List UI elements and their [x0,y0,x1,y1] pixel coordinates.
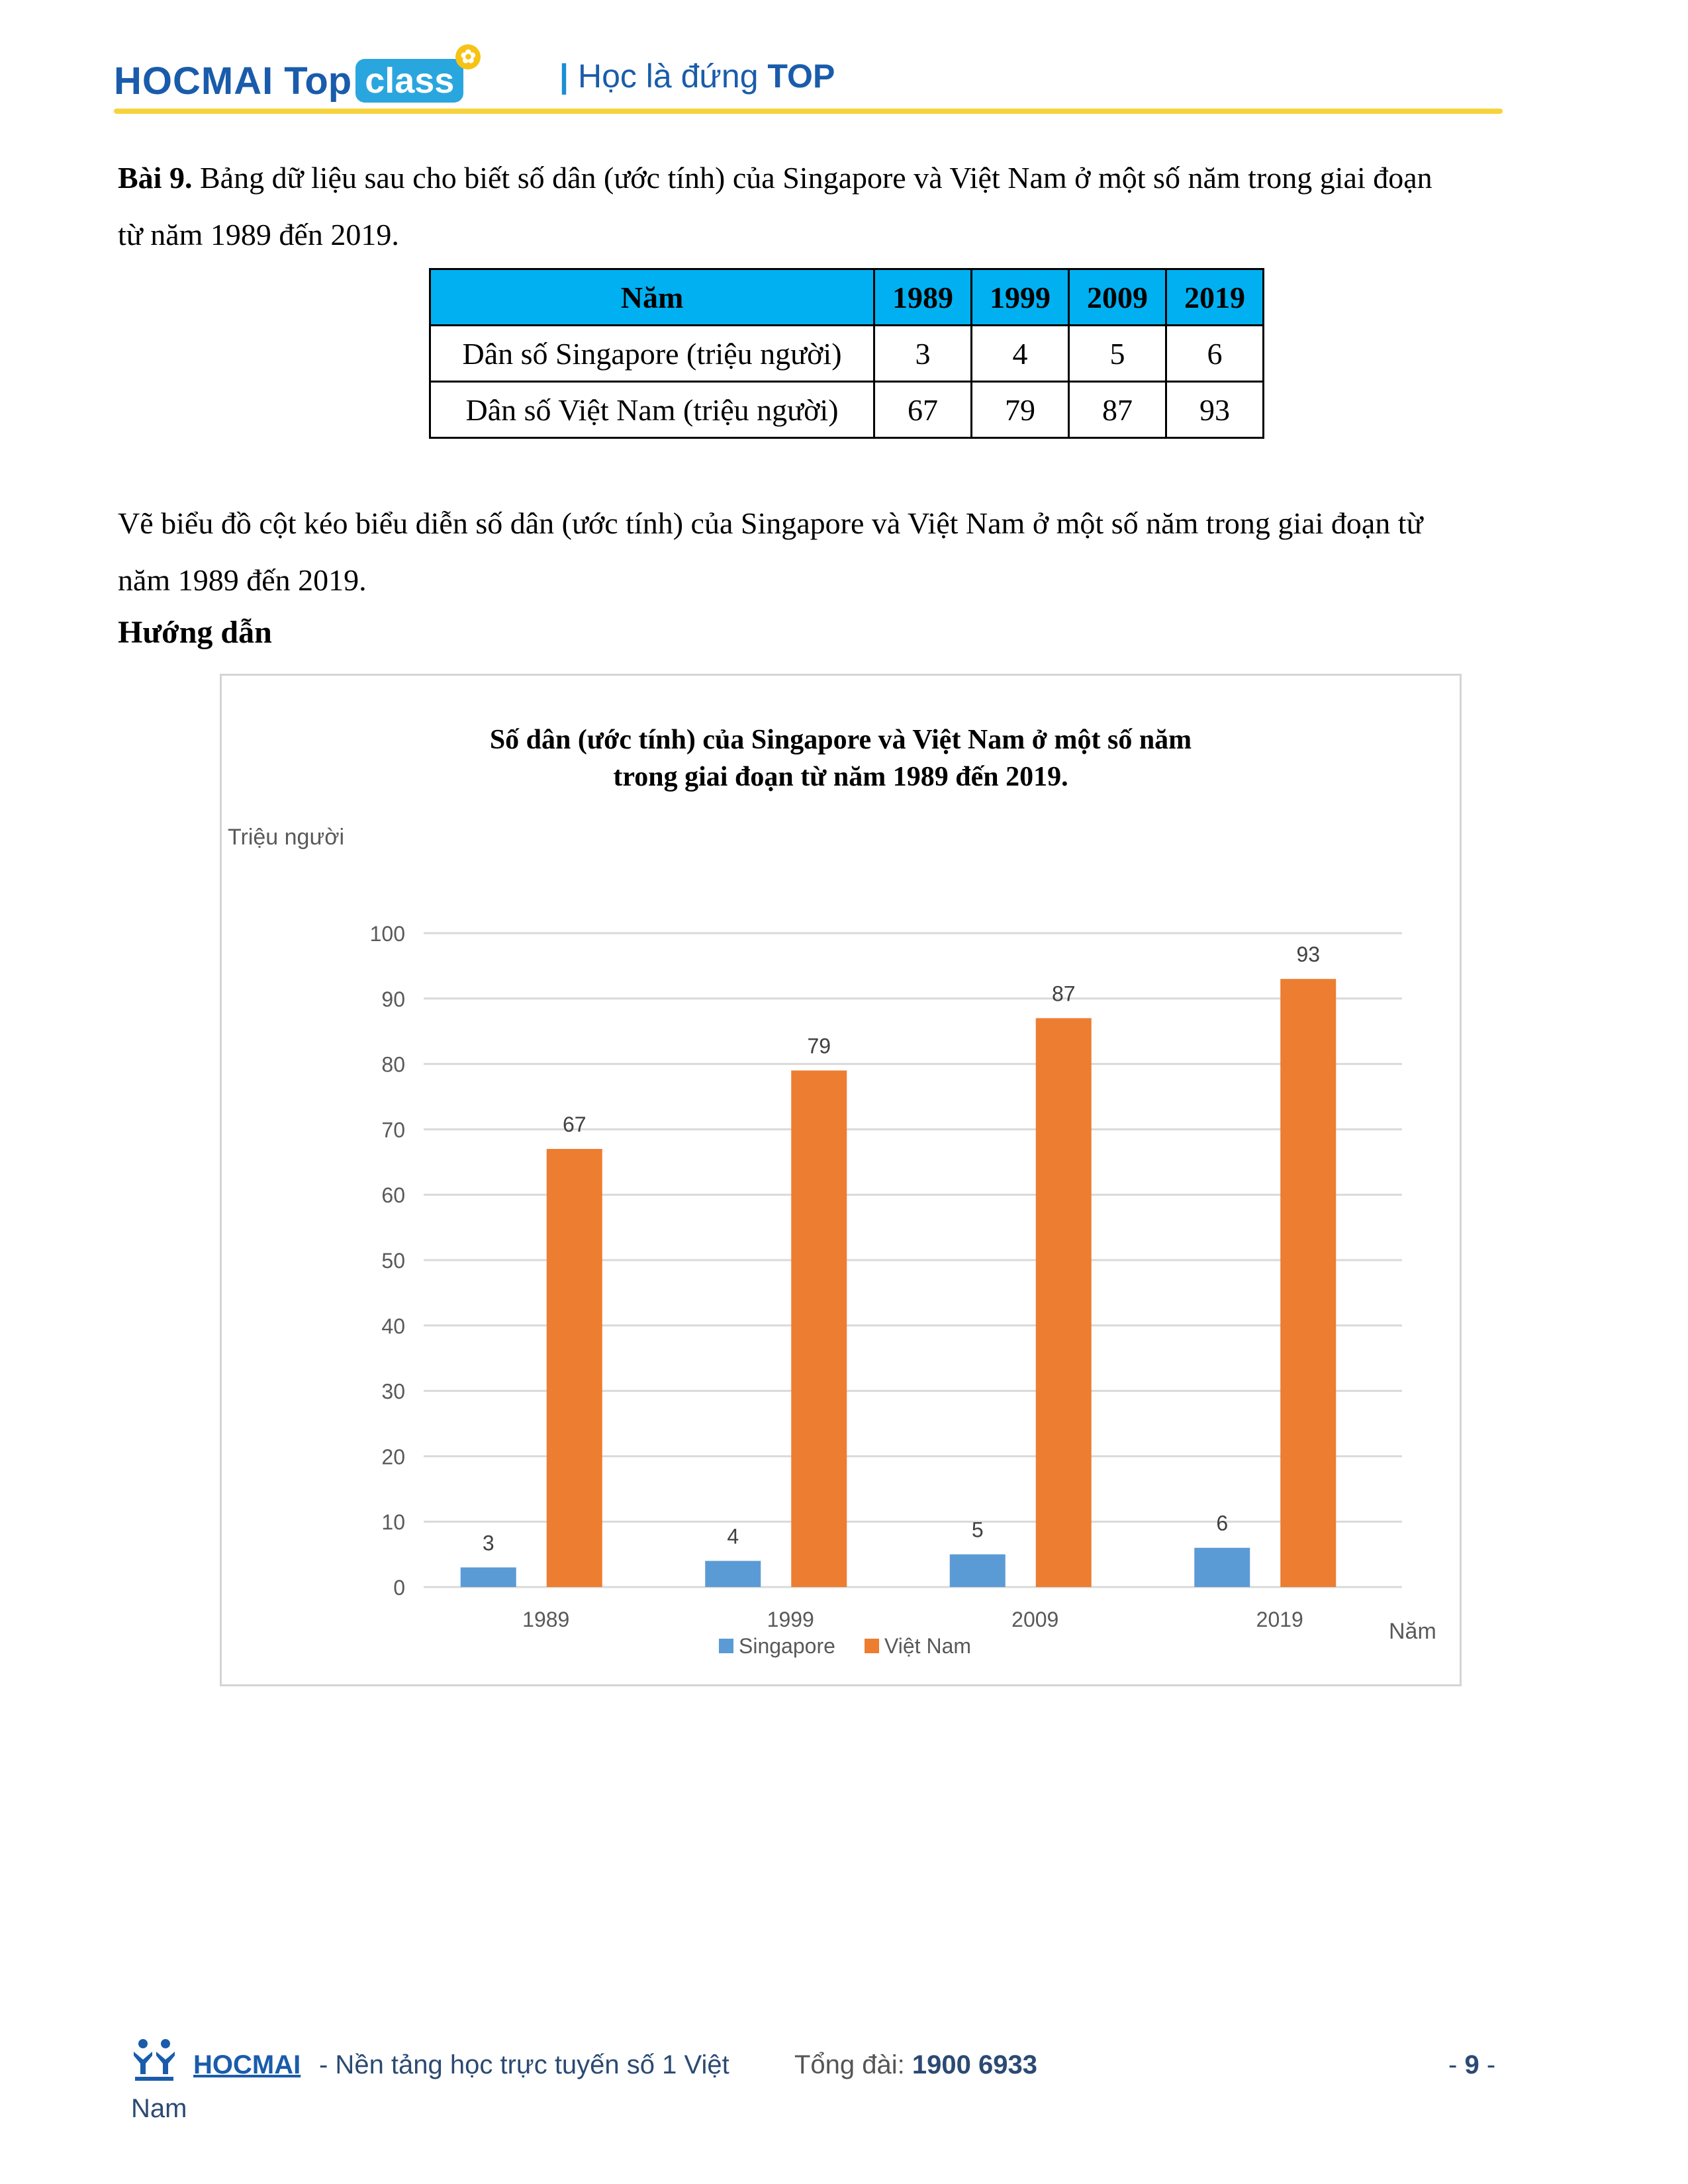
table-cell: 87 [1069,382,1166,438]
table-header-cell: 1999 [972,269,1069,326]
star-icon: ✿ [455,44,481,69]
table-header-cell: Năm [430,269,874,326]
page-suffix: - [1486,2050,1496,2079]
page-number-value: 9 [1464,2050,1479,2079]
slogan-top: TOP [767,58,835,95]
bar-singapore [705,1561,761,1587]
task-line-2: năm 1989 đến 2019. [118,563,367,597]
slogan-divider: | [559,58,569,95]
y-tick-label: 90 [381,987,405,1011]
x-tick-label: 2009 [1011,1608,1059,1631]
chart-title-line-2: trong giai đoạn từ năm 1989 đến 2019. [613,762,1068,792]
table-cell: 67 [874,382,972,438]
table-cell: 5 [1069,326,1166,382]
guide-heading: Hướng dẫn [118,615,272,650]
table-cell: 4 [972,326,1069,382]
bar-vietnam [1280,979,1336,1587]
footer-tagline-continued: Nam [131,2094,187,2123]
page-number [1448,2050,1495,2080]
y-tick-label: 70 [381,1118,405,1142]
table-header-cell: 2019 [1166,269,1264,326]
legend-swatch-singapore [719,1639,733,1653]
footer-hotline [794,2050,1037,2080]
footer-hotline-label: Tổng đài: [794,2050,905,2079]
data-label: 79 [807,1034,831,1058]
bar-singapore [461,1567,516,1587]
data-label: 3 [482,1531,494,1555]
problem-label: Bài 9. [118,161,193,195]
data-label: 5 [971,1518,984,1542]
data-label: 87 [1051,981,1076,1006]
table-cell: Dân số Singapore (triệu người) [430,326,874,382]
bar-singapore [950,1555,1006,1587]
y-axis-title: Triệu người [228,825,345,850]
data-label: 4 [727,1524,739,1549]
data-label: 93 [1296,942,1321,967]
logo-hocmai-text: HOCMAI [114,59,274,103]
x-tick-label: 2019 [1256,1608,1303,1631]
bar-vietnam [791,1070,847,1587]
legend-label: Singapore [739,1634,835,1658]
footer-brand-link[interactable]: HOCMAI [193,2050,301,2079]
table-cell: 6 [1166,326,1264,382]
y-tick-label: 0 [393,1576,405,1600]
data-label: 67 [562,1113,586,1137]
slogan-text: Học là đứng [578,58,759,95]
x-axis-title: Năm [1389,1619,1436,1644]
x-tick-label: 1989 [522,1608,570,1631]
footer-tagline: - Nền tảng học trực tuyến số 1 Việt [319,2050,729,2079]
bar-vietnam [547,1149,602,1587]
footer-hotline-number: 1900 6933 [912,2050,1037,2079]
legend-swatch-vietnam [865,1639,879,1653]
y-tick-label: 10 [381,1510,405,1535]
problem-line-2: từ năm 1989 đến 2019. [118,218,399,251]
table-cell: 79 [972,382,1069,438]
bar-vietnam [1036,1018,1092,1587]
table-header-cell: 1989 [874,269,972,326]
y-tick-label: 100 [369,922,405,946]
table-cell: 93 [1166,382,1264,438]
bar-singapore [1194,1548,1250,1587]
legend-label: Việt Nam [884,1634,972,1658]
page-prefix: - [1448,2050,1458,2079]
y-tick-label: 60 [381,1183,405,1208]
data-label: 6 [1216,1511,1229,1535]
y-tick-label: 20 [381,1445,405,1469]
table-header-cell: 2009 [1069,269,1166,326]
logo-class-text: class [365,61,455,101]
x-tick-label: 1999 [767,1608,814,1631]
y-tick-label: 80 [381,1052,405,1077]
table-cell: Dân số Việt Nam (triệu người) [430,382,874,438]
task-line-1: Vẽ biểu đồ cột kéo biểu diễn số dân (ước tính) của Singapore và Việt Nam ở một số năm trong giai đoạn từ [118,506,1423,540]
y-tick-label: 50 [381,1249,405,1273]
hocmai-people-icon [131,2037,177,2082]
problem-line-1: Bảng dữ liệu sau cho biết số dân (ước tính) của Singapore và Việt Nam ở một số năm trong giai đoạn [199,161,1432,195]
logo-top-text: Top [284,59,352,103]
table-cell: 3 [874,326,972,382]
chart-title-line-1: Số dân (ước tính) của Singapore và Việt Nam ở một số năm [489,725,1192,755]
y-tick-label: 40 [381,1314,405,1338]
y-tick-label: 30 [381,1379,405,1404]
